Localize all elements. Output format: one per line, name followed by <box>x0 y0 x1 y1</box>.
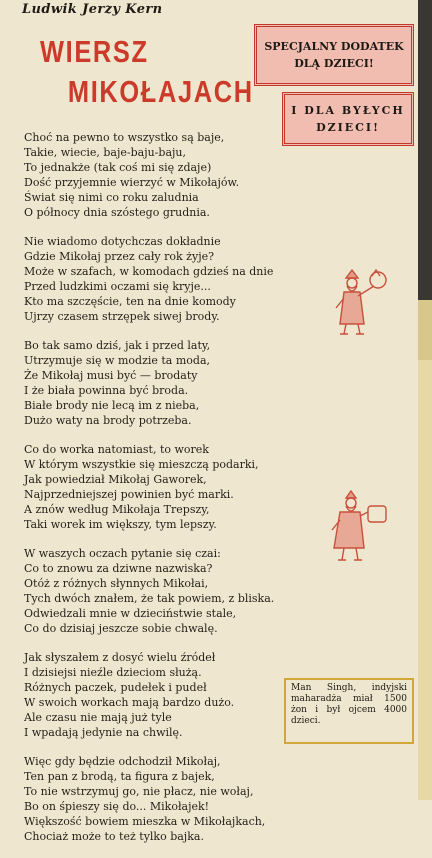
poem-line: W którym wszystkie się mieszczą podarki, <box>24 458 259 471</box>
poem-body <box>24 130 324 858</box>
poem-line: Utrzymuje się w modzie ta moda, <box>24 354 211 367</box>
poem-line: Takie, wiecie, baje-baju-baju, <box>24 146 186 159</box>
fact-note-text: Man Singh, indyjski maharadża miał 1500 żon i był ojcem 4000 dzieci. <box>291 683 407 726</box>
poem-line: Tych dwóch znałem, że tak powiem, z bliska. <box>24 592 275 605</box>
poem-line: Jak słyszałem z dosyć wielu źródeł <box>24 651 216 664</box>
poem-line: O północy dnia szóstego grudnia. <box>24 206 210 219</box>
poem-line: Jak powiedział Mikołaj Gaworek, <box>24 473 207 486</box>
special-supplement-text: SPECJALNY DODATEK DLĄ DZIECI! <box>264 40 404 70</box>
poem-line: Co do worka natomiast, to worek <box>24 443 209 456</box>
poem-line: W swoich workach mają bardzo dużo. <box>24 696 235 709</box>
poem-line: Dużo waty na brody potrzeba. <box>24 414 192 427</box>
poem-line: Bo on śpieszy się do... Mikołajek! <box>24 800 210 813</box>
poem-line: Co do dzisiaj jeszcze sobie chwalę. <box>24 622 218 635</box>
former-children-text: I DLA BYŁYCH DZIECI! <box>291 104 405 134</box>
poem-line: To jednakże (tak coś mi się zdaje) <box>24 161 212 174</box>
poem-line: Może w szafach, w komodach gdzieś na dnie <box>24 265 274 278</box>
special-supplement-badge <box>254 24 414 86</box>
poem-line: Choć na pewno to wszystko są baje, <box>24 131 225 144</box>
santa-illustration-top <box>328 268 392 340</box>
poem-line: I wpadają jedynie na chwilę. <box>24 726 183 739</box>
poem-stanza <box>24 650 324 740</box>
poem-line: Większość bowiem mieszka w Mikołajkach, <box>24 815 266 828</box>
poem-line: Ale czasu nie mają już tyle <box>24 711 172 724</box>
poem-line: Najprzedniejszej powinien być marki. <box>24 488 234 501</box>
poem-line: Ujrzy czasem strzępek siwej brody. <box>24 310 220 323</box>
poem-line: W waszych oczach pytanie się czai: <box>24 547 221 560</box>
poem-line: Bo tak samo dziś, jak i przed laty, <box>24 339 211 352</box>
poem-line: Nie wiadomo dotychczas dokładnie <box>24 235 221 248</box>
poem-line: Kto ma szczęście, ten na dnie komody <box>24 295 236 308</box>
poem-stanza <box>24 754 324 844</box>
poem-line: Różnych paczek, pudełek i pudeł <box>24 681 207 694</box>
santa-illustration-bottom <box>326 490 392 564</box>
poem-line: Otóż z różnych słynnych Mikołai, <box>24 577 209 590</box>
poem-stanza <box>24 130 324 220</box>
poem-line: Gdzie Mikołaj przez cały rok żyje? <box>24 250 215 263</box>
poem-line: Że Mikołaj musi być — brodaty <box>24 369 198 382</box>
title-line-2: MIKOŁAJACH <box>67 74 254 109</box>
poem-stanza <box>24 234 324 324</box>
poem-stanza <box>24 442 324 532</box>
poem-line: I że biała powinna być broda. <box>24 384 189 397</box>
poem-line: Przed ludzkimi oczami się kryje... <box>24 280 211 293</box>
author-name: Ludwik Jerzy Kern <box>22 2 163 17</box>
poem-line: Ten pan z brodą, ta figura z bajek, <box>24 770 215 783</box>
poem-line: Więc gdy będzie odchodził Mikołaj, <box>24 755 221 768</box>
poem-line: Białe brody nie lecą im z nieba, <box>24 399 200 412</box>
poem-line: Chociaż może to też tylko bajka. <box>24 830 204 843</box>
poem-line: A znów według Mikołaja Trepszy, <box>24 503 210 516</box>
poem-line: Taki worek im większy, tym lepszy. <box>24 518 217 531</box>
poem-stanza <box>24 338 324 428</box>
title-line-1: WIERSZ <box>40 34 149 69</box>
poem-line: Dość przyjemnie wierzyć w Mikołajów. <box>24 176 240 189</box>
poem-title <box>40 32 254 112</box>
page-edge-strip <box>418 0 432 800</box>
poem-line: To nie wstrzymuj go, nie płacz, nie wołaj, <box>24 785 254 798</box>
poem-line: Świat się nimi co roku zaludnia <box>24 191 199 204</box>
poem-stanza <box>24 546 324 636</box>
gift-basket-icon <box>368 506 386 522</box>
poem-line: Co to znowu za dziwne nazwiska? <box>24 562 213 575</box>
fact-note <box>284 678 414 744</box>
poem-line: Odwiedzali mnie w dzieciństwie stale, <box>24 607 237 620</box>
poem-line: I dzisiejsi nieźle dzieciom służą. <box>24 666 202 679</box>
